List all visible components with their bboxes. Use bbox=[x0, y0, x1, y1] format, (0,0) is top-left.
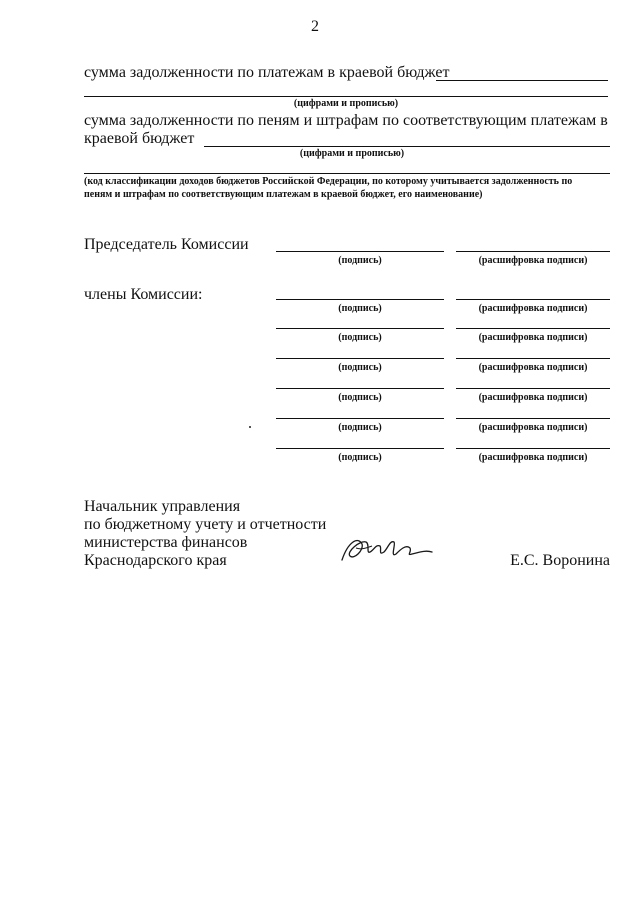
member-decipher-caption: (расшифровка подписи) bbox=[478, 303, 588, 314]
signer-title-line: Начальник управления bbox=[84, 498, 241, 515]
handwritten-signature bbox=[336, 530, 436, 570]
penalties-debt-label-line1: сумма задолженности по пеням и штрафам по соответствующим платежам в bbox=[84, 112, 608, 129]
member-signature-caption: (подпись) bbox=[338, 392, 382, 403]
chair-label: Председатель Комиссии bbox=[84, 236, 249, 253]
payments-debt-caption: (цифрами и прописью) bbox=[293, 98, 399, 109]
member-decipher-field[interactable] bbox=[456, 358, 610, 359]
member-signature-caption: (подпись) bbox=[338, 452, 382, 463]
member-signature-field[interactable] bbox=[276, 388, 444, 389]
penalties-debt-caption: (цифрами и прописью) bbox=[299, 148, 405, 159]
member-decipher-caption: (расшифровка подписи) bbox=[478, 392, 588, 403]
member-signature-field[interactable] bbox=[276, 299, 444, 300]
member-decipher-caption: (расшифровка подписи) bbox=[478, 452, 588, 463]
member-decipher-caption: (расшифровка подписи) bbox=[478, 362, 588, 373]
member-decipher-caption: (расшифровка подписи) bbox=[478, 332, 588, 343]
member-signature-field[interactable] bbox=[276, 358, 444, 359]
member-signature-caption: (подпись) bbox=[338, 362, 382, 373]
penalties-debt-field[interactable] bbox=[204, 146, 610, 147]
payments-debt-field-line2[interactable] bbox=[84, 96, 608, 97]
members-label: члены Комиссии: bbox=[84, 286, 203, 303]
member-decipher-field[interactable] bbox=[456, 299, 610, 300]
payments-debt-label: сумма задолженности по платежам в краевой бюджет bbox=[84, 64, 450, 81]
member-signature-field[interactable] bbox=[276, 328, 444, 329]
signer-name: Е.С. Воронина bbox=[510, 552, 610, 569]
code-field[interactable] bbox=[84, 173, 610, 174]
member-signature-caption: (подпись) bbox=[338, 422, 382, 433]
payments-debt-field[interactable] bbox=[436, 80, 608, 81]
penalties-debt-label-line2: краевой бюджет bbox=[84, 130, 195, 147]
signer-title bbox=[84, 498, 326, 570]
chair-signature-caption: (подпись) bbox=[338, 255, 382, 266]
member-decipher-field[interactable] bbox=[456, 388, 610, 389]
scan-speck bbox=[249, 426, 251, 428]
signer-title-line: министерства финансов bbox=[84, 534, 248, 551]
member-signature-field[interactable] bbox=[276, 418, 444, 419]
code-note-line2: пеням и штрафам по соответствующим платежам в краевой бюджет, его наименование) bbox=[84, 189, 483, 200]
signer-title-line: по бюджетному учету и отчетности bbox=[84, 516, 327, 533]
member-decipher-caption: (расшифровка подписи) bbox=[478, 422, 588, 433]
member-decipher-field[interactable] bbox=[456, 328, 610, 329]
chair-decipher-caption: (расшифровка подписи) bbox=[478, 255, 588, 266]
page-number: 2 bbox=[311, 18, 319, 35]
member-signature-field[interactable] bbox=[276, 448, 444, 449]
signer-title-line: Краснодарского края bbox=[84, 552, 227, 569]
member-decipher-field[interactable] bbox=[456, 448, 610, 449]
chair-decipher-field[interactable] bbox=[456, 251, 610, 252]
code-note-line1: (код классификации доходов бюджетов Российской Федерации, по которому учитывается задолженность по bbox=[84, 176, 573, 187]
chair-signature-field[interactable] bbox=[276, 251, 444, 252]
member-signature-caption: (подпись) bbox=[338, 303, 382, 314]
member-decipher-field[interactable] bbox=[456, 418, 610, 419]
member-signature-caption: (подпись) bbox=[338, 332, 382, 343]
